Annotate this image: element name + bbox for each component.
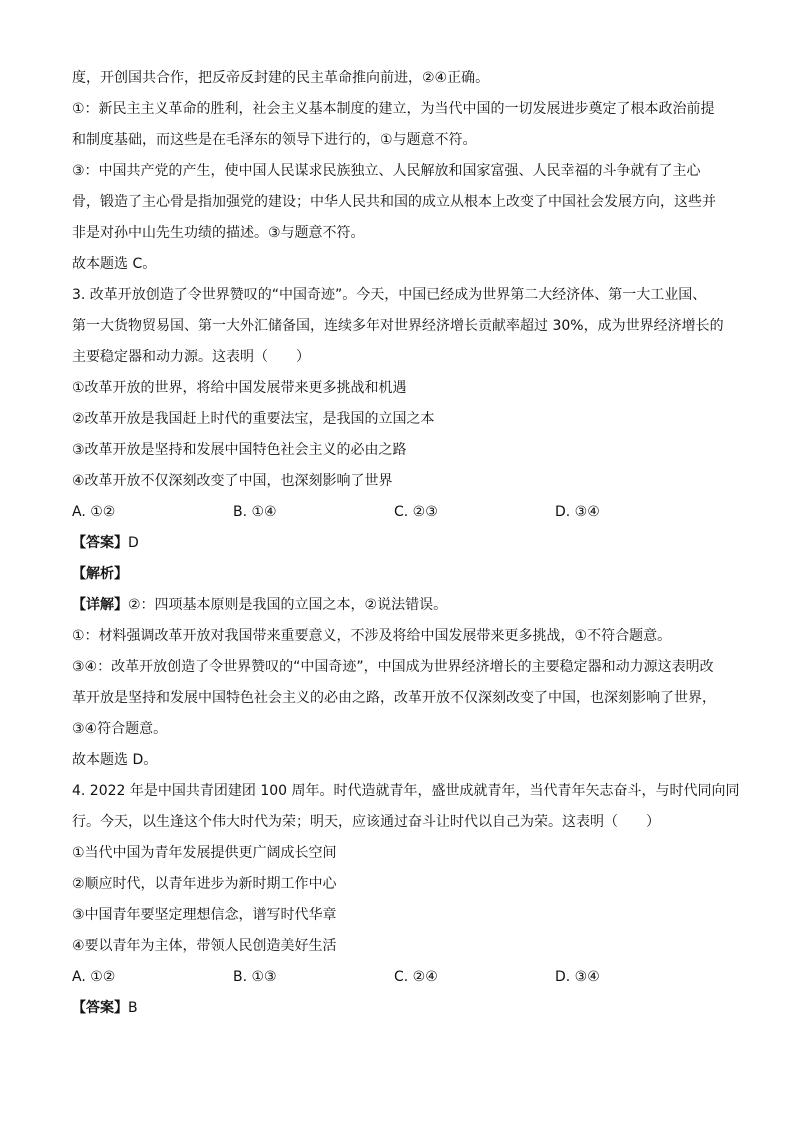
text-line: ②顺应时代，以青年进步为新时期工作中心 — [72, 876, 337, 892]
option-3: D. ③④ — [555, 504, 600, 520]
section-tag: 【答案】 — [72, 535, 128, 551]
text-line: 4. 2022 年是中国共青团建团 100 周年。时代造就青年，盛世成就青年，当代青年矢志奋斗，与时代同向同 — [72, 783, 740, 799]
option-0: A. ①② — [72, 504, 116, 520]
text-line: 故本题选 C。 — [72, 256, 157, 272]
option-0: A. ①② — [72, 969, 116, 985]
text-line: ①：材料强调改革开放对我国带来重要意义，不涉及将给中国发展带来更多挑战，①不符合题意。 — [72, 628, 672, 644]
text-line: ③④符合题意。 — [72, 721, 168, 737]
section-tag: 【详解】 — [72, 597, 128, 613]
option-3: D. ③④ — [555, 969, 600, 985]
text-line: 度，开创国共合作，把反帝反封建的民主革命推向前进，②④正确。 — [72, 70, 490, 86]
labeled-line — [72, 993, 726, 1024]
option-1: B. ①④ — [233, 504, 277, 520]
text-line: ①当代中国为青年发展提供更广阔成长空间 — [72, 845, 337, 861]
labeled-line — [72, 528, 726, 559]
text-line: ①改革开放的世界，将给中国发展带来更多挑战和机遇 — [72, 380, 407, 396]
section-text: D — [128, 535, 139, 551]
section-tag: 【答案】 — [72, 1000, 128, 1016]
text-line: ①：新民主主义革命的胜利，社会主义基本制度的建立，为当代中国的一切发展进步奠定了根本政治前提 — [72, 101, 715, 117]
text-line: 非是对孙中山先生功绩的描述。③与题意不符。 — [72, 225, 365, 241]
text-line: 革开放是坚持和发展中国特色社会主义的必由之路，改革开放不仅深刻改变了中国，也深刻影响了世界， — [72, 690, 716, 706]
section-text: B — [128, 1000, 138, 1016]
text-line: 行。今天，以生逢这个伟大时代为荣；明天，应该通过奋斗让时代以自己为荣。这表明（ ） — [72, 814, 660, 830]
answer-options — [72, 962, 726, 993]
answer-options — [72, 497, 726, 528]
text-line: ④改革开放不仅深刻改变了中国，也深刻影响了世界 — [72, 473, 393, 489]
text-line: ④要以青年为主体，带领人民创造美好生活 — [72, 938, 337, 954]
text-line: 3. 改革开放创造了令世界赞叹的“中国奇迹”。今天，中国已经成为世界第二大经济体、第一大工业国、 — [72, 287, 707, 303]
text-line: 第一大货物贸易国、第一大外汇储备国，连续多年对世界经济增长贡献率超过 30%，成为世界经济增长的 — [72, 318, 724, 334]
option-2: C. ②④ — [394, 969, 438, 985]
text-line: ③：中国共产党的产生，使中国人民谋求民族独立、人民解放和国家富强、人民幸福的斗争就有了主心 — [72, 163, 701, 179]
document-page — [72, 63, 740, 1024]
section-tag: 【解析】 — [72, 566, 128, 582]
text-line: ③改革开放是坚持和发展中国特色社会主义的必由之路 — [72, 442, 407, 458]
labeled-line — [72, 559, 726, 590]
text-line: ②改革开放是我国赶上时代的重要法宝，是我国的立国之本 — [72, 411, 435, 427]
text-line: ③中国青年要坚定理想信念，谱写时代华章 — [72, 907, 337, 923]
section-text: ②：四项基本原则是我国的立国之本，②说法错误。 — [128, 597, 448, 613]
text-line: 骨，锻造了主心骨是指加强党的建设；中华人民共和国的成立从根本上改变了中国社会发展方向，这些并 — [72, 194, 716, 210]
labeled-line — [72, 590, 726, 621]
option-2: C. ②③ — [394, 504, 438, 520]
text-line: 故本题选 D。 — [72, 752, 158, 768]
text-line: 和制度基础，而这些是在毛泽东的领导下进行的，①与题意不符。 — [72, 132, 477, 148]
text-line: 主要稳定器和动力源。这表明（ ） — [72, 349, 310, 365]
text-line: ③④：改革开放创造了令世界赞叹的“中国奇迹”，中国成为世界经济增长的主要稳定器和动力源这表明改 — [72, 659, 714, 675]
option-1: B. ①③ — [233, 969, 277, 985]
